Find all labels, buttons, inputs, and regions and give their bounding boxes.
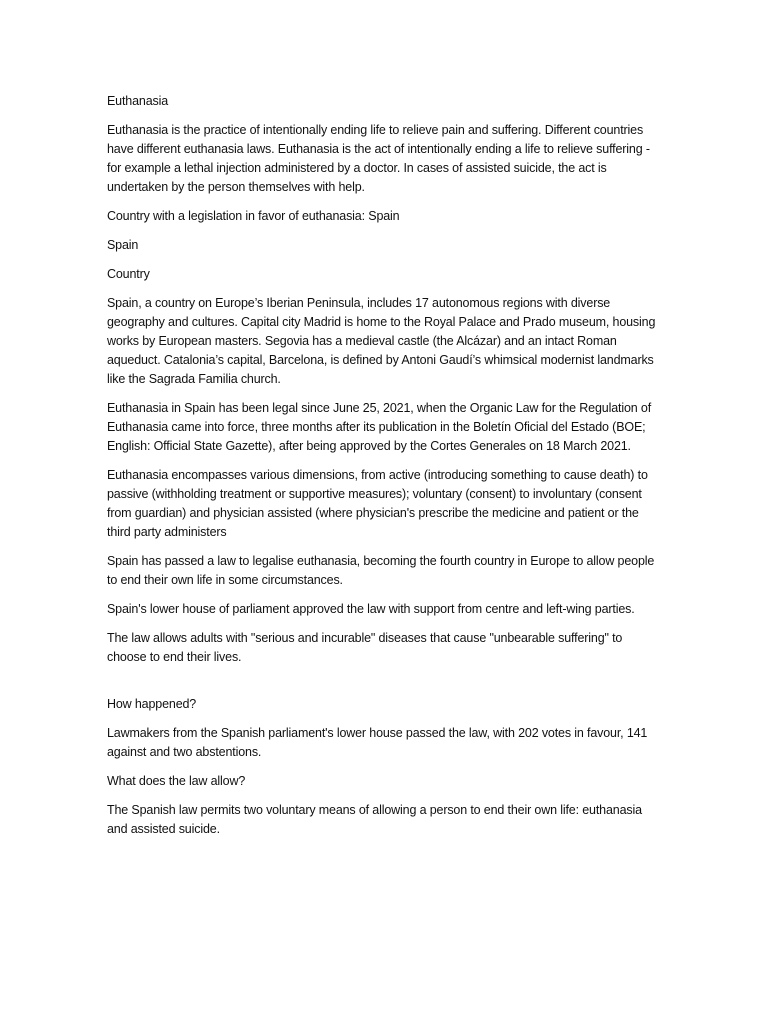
paragraph-legal-history: Euthanasia in Spain has been legal since June 25, 2021, when the Organic Law for the Regulation of Euthanasia came into force, three months after its publication in the Boletín Oficial del Estado (BOE; English: Official State Gazette), after being approved by the Cortes Generales on 18 March 2021. (107, 401, 652, 453)
heading-how-happened: How happened? (107, 697, 197, 711)
heading-what-law-allows: What does the law allow? (107, 774, 246, 788)
paragraph-spain-description: Spain, a country on Europe’s Iberian Peninsula, includes 17 autonomous regions with diverse geography and cultures. Capital city Madrid is home to the Royal Palace and Prado museum, housing works by European masters. Segovia has a medieval castle (the Alcázar) and an intact Roman aqueduct. Catalonia’s capital, Barcelona, is defined by Antoni Gaudí’s whimsical modernist landmarks like the Sagrada Familia church. (107, 296, 656, 386)
paragraph-dimensions: Euthanasia encompasses various dimensions, from active (introducing something to cause death) to passive (withholding treatment or supportive measures); voluntary (consent) to involuntary (consent from guardian) and physician assisted (where physician's prescribe the medicine and patient or the third party administers (107, 468, 648, 539)
paragraph-law-allows: The law allows adults with "serious and incurable" diseases that cause "unbearable suffering" to choose to end their lives. (107, 631, 623, 664)
paragraph-votes: Lawmakers from the Spanish parliament's lower house passed the law, with 202 votes in favour, 141 against and two abstentions. (107, 726, 648, 759)
paragraph-country: Country (107, 267, 150, 281)
paragraph-country-legislation: Country with a legislation in favor of euthanasia: Spain (107, 209, 400, 223)
paragraph-spain: Spain (107, 238, 139, 252)
paragraph-definition: Euthanasia is the practice of intentionally ending life to relieve pain and suffering. Different countries have different euthanasia laws. Euthanasia is the act of intentionally ending a life to relieve suffering - for example a lethal injection administered by a doctor. In cases of assisted suicide, the act is undertaken by the person themselves with help. (107, 123, 650, 194)
paragraph-two-means: The Spanish law permits two voluntary means of allowing a person to end their own life: euthanasia and assisted suicide. (107, 803, 642, 836)
document-title: Euthanasia (107, 94, 169, 108)
paragraph-parliament: Spain's lower house of parliament approved the law with support from centre and left-wing parties. (107, 602, 635, 616)
document-page (107, 92, 662, 849)
paragraph-law-passed: Spain has passed a law to legalise euthanasia, becoming the fourth country in Europe to allow people to end their own life in some circumstances. (107, 554, 655, 587)
